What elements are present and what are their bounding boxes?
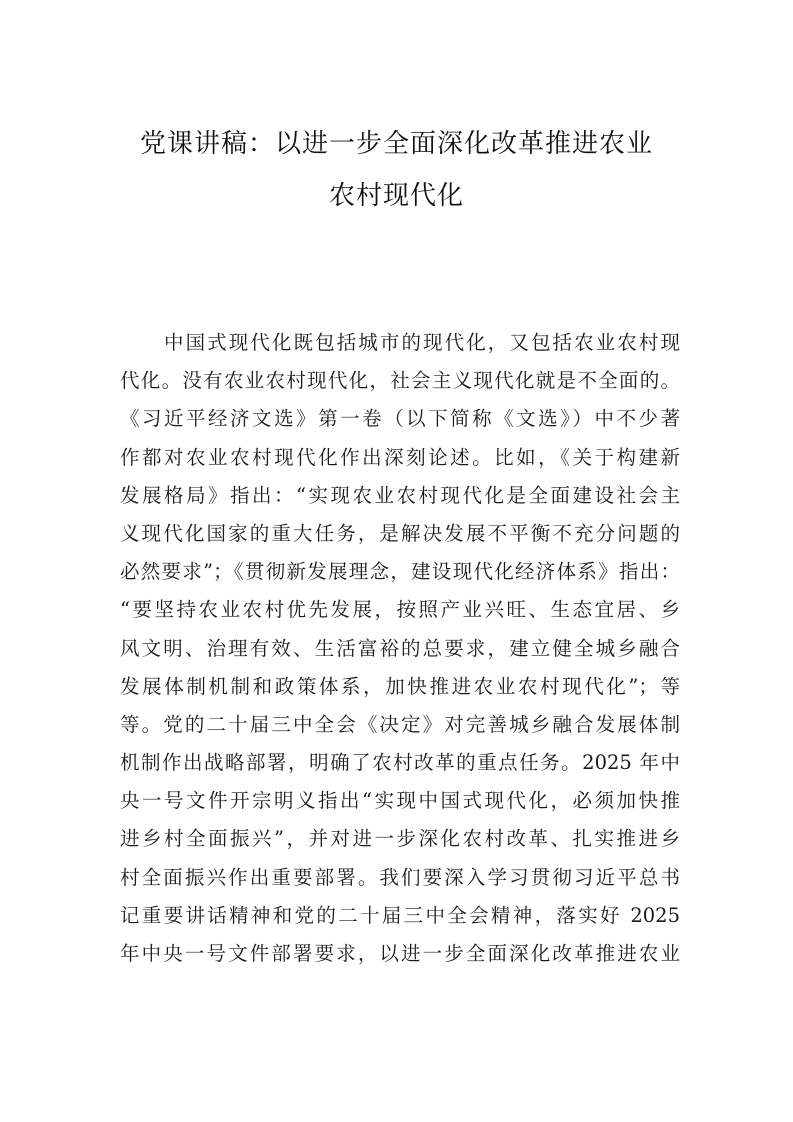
body-paragraph: [120, 324, 680, 973]
paragraph-line: 必然要求”；《贯彻新发展理念，建设现代化经济体系》指出：: [120, 560, 680, 584]
paragraph-line: 风文明、治理有效、生活富裕的总要求，建立健全城乡融合: [120, 636, 680, 660]
paragraph-line: 《习近平经济文选》第一卷（以下简称《文选》）中不少著: [120, 407, 680, 431]
paragraph-line: 中国式现代化既包括城市的现代化，又包括农业农村现: [164, 331, 680, 354]
paragraph-line: 机制作出战略部署，明确了农村改革的重点任务。2025 年中: [120, 751, 680, 775]
paragraph-line: 代化。没有农业农村现代化，社会主义现代化就是不全面的。: [120, 369, 680, 393]
paragraph-line: 央一号文件开宗明义指出“实现中国式现代化，必须加快推: [120, 789, 680, 813]
title-line-2: 农村现代化: [328, 181, 464, 211]
paragraph-line: 年中央一号文件部署要求，以进一步全面深化改革推进农业: [120, 942, 680, 965]
paragraph-line: 等。党的二十届三中全会《决定》对完善城乡融合发展体制: [120, 712, 680, 736]
paragraph-line: 进乡村全面振兴”，并对进一步深化农村改革、扎实推进乡: [120, 827, 680, 851]
paragraph-line: 义现代化国家的重大任务，是解决发展不平衡不充分问题的: [120, 521, 680, 545]
paragraph-line: 记重要讲话精神和党的二十届三中全会精神，落实好 2025: [120, 903, 680, 927]
paragraph-line: 发展体制机制和政策体系，加快推进农业农村现代化”；等: [120, 674, 680, 698]
paragraph-line: 发展格局》指出：“实现农业农村现代化是全面建设社会主: [120, 483, 680, 507]
document-title: [100, 118, 693, 222]
paragraph-line: “要坚持农业农村优先发展，按照产业兴旺、生态宜居、乡: [120, 598, 680, 622]
paragraph-line: 作都对农业农村现代化作出深刻论述。比如，《关于构建新: [120, 445, 680, 469]
title-line-1: 党课讲稿：以进一步全面深化改革推进农业: [139, 129, 653, 159]
paragraph-line: 村全面振兴作出重要部署。我们要深入学习贯彻习近平总书: [120, 865, 680, 889]
